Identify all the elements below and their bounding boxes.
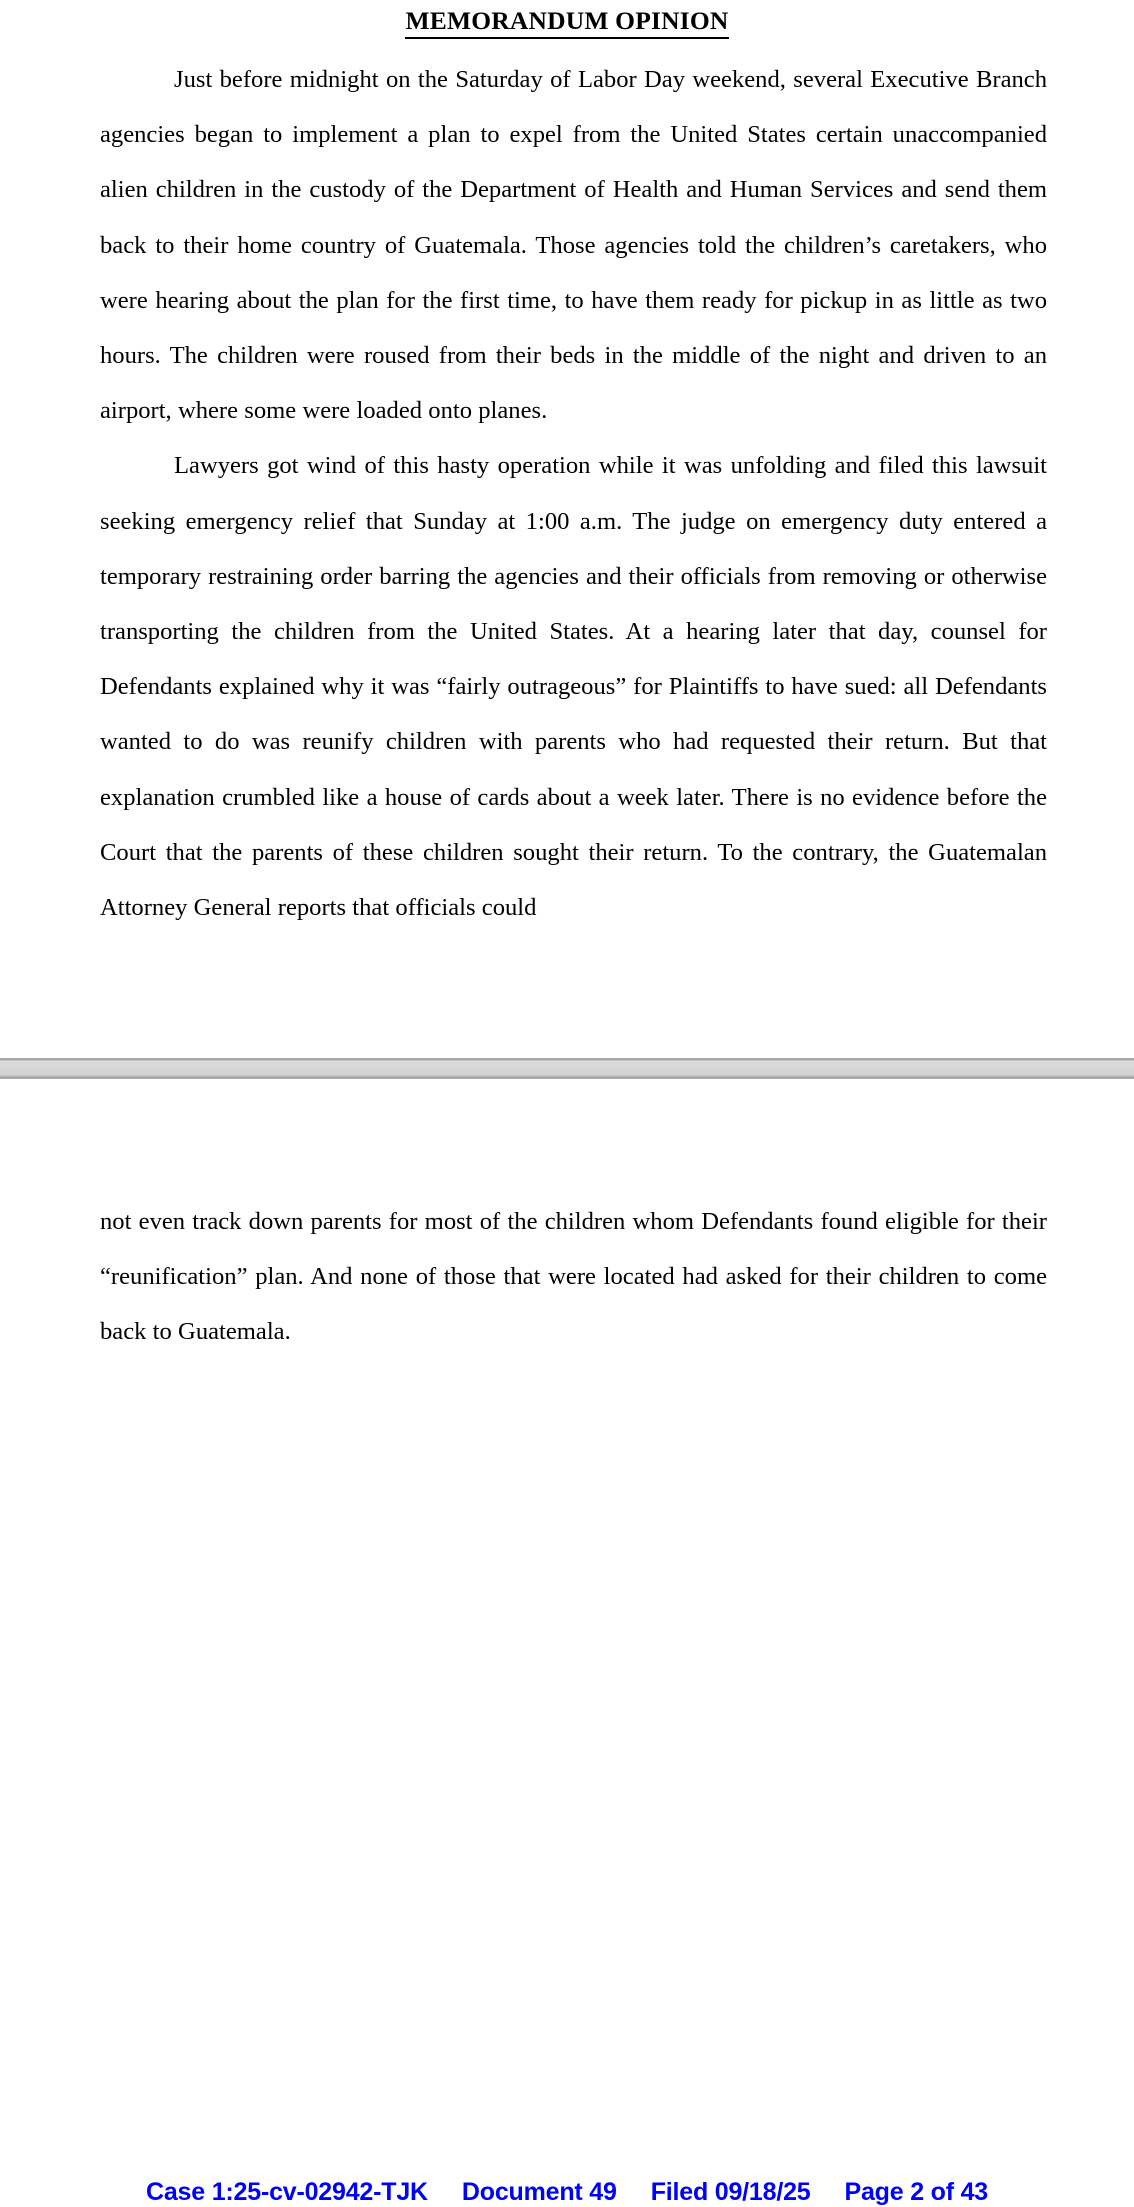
page-1-body	[100, 52, 1047, 935]
ecf-document-number: Document 49	[461, 2178, 617, 2206]
opinion-paragraph-1: Just before midnight on the Saturday of Labor Day weekend, several Executive Branch agencies began to implement a plan to expel from the United States certain unaccompanied alien children in the custody of the Department of Health and Human Services and send them back to their home country of Guatemala. Those agencies told the children’s caretakers, who were hearing about the plan for the first time, to have them ready for pickup in as little as two hours. The children were roused from their beds in the middle of the night and driven to an airport, where some were loaded onto planes.	[100, 66, 1047, 425]
pdf-page-1	[0, 0, 1134, 1058]
ecf-page-label: Page 2 of 43	[844, 2178, 988, 2206]
ecf-header-stamp	[0, 2178, 1134, 2207]
ecf-filed-date: Filed 09/18/25	[650, 2178, 811, 2206]
ecf-case-number: Case 1:25-cv-02942-TJK	[146, 2178, 428, 2206]
opinion-paragraph-2-continued: not even track down parents for most of the children whom Defendants found eligible for their “reunification” plan. And none of those that were located had asked for their children to come back to Guatemala.	[100, 1208, 1047, 1346]
page-title-text: MEMORANDUM OPINION	[405, 6, 728, 39]
pdf-page-2	[0, 1079, 1134, 2206]
page-2-body	[100, 1194, 1047, 1360]
opinion-paragraph-2: Lawyers got wind of this hasty operation while it was unfolding and filed this lawsuit seeking emergency relief that Sunday at 1:00 a.m. The judge on emergency duty entered a temporary restraining order barring the agencies and their officials from removing or otherwise transporting the children from the United States. At a hearing later that day, counsel for Defendants explained why it was “fairly outrageous” for Plaintiffs to have sued: all Defendants wanted to do was reunify children with parents who had requested their return. But that explanation crumbled like a house of cards about a week later. There is no evidence before the Court that the parents of these children sought their return. To the contrary, the Guatemalan Attorney General reports that officials could	[100, 452, 1047, 922]
page-title	[0, 6, 1134, 39]
page-separator-band	[0, 1058, 1134, 1079]
